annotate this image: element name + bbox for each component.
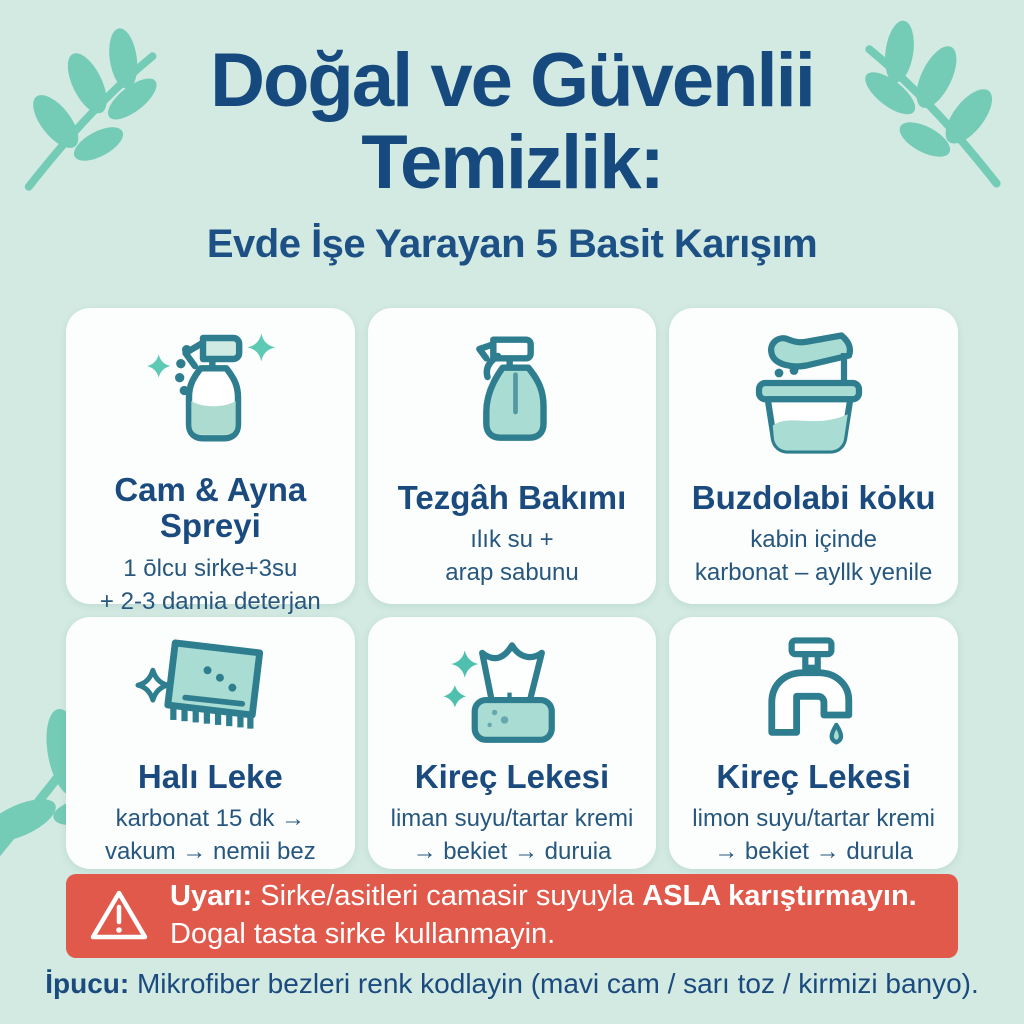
baking-soda-tub-scoop-icon [739, 324, 889, 472]
warning-triangle-icon [88, 888, 150, 944]
warning-text [170, 878, 917, 953]
card-line: limon suyu/tartar kremi [692, 805, 936, 833]
card-hali-leke [66, 617, 355, 869]
card-title: Kireç Lekesi [414, 758, 610, 795]
recipe-card-grid [66, 308, 958, 869]
page-title-line1: Doğal ve Güvenlii [210, 38, 814, 123]
warning-banner [66, 874, 958, 958]
card-line: vakum → nemii bez [104, 838, 316, 866]
card-title: Halı Leke [137, 758, 283, 795]
card-line: arap sabunu [445, 559, 579, 587]
card-title: Tezgâh Bakımı [397, 479, 627, 516]
page-title-line2: Temizlik: [361, 120, 663, 206]
spray-bottle-icon [442, 324, 582, 472]
card-kirec-lekesi-2 [669, 617, 958, 869]
card-line: 1 ōlcu sirke+3su [123, 554, 298, 582]
card-line: ılık su + [470, 526, 554, 554]
card-tezgah-bakimi [368, 308, 657, 604]
card-line: → bekiet → durula [714, 838, 914, 866]
page-subtitle: Evde İşe Yarayan 5 Basit Karışım [206, 222, 818, 267]
card-buzdolabi-koku [669, 308, 958, 604]
card-title: Kireç Lekesi [716, 758, 911, 795]
card-line: karbonat – ayllk yenile [694, 559, 933, 587]
warning-body: Sirke/asitleri camasir suyuyla [252, 880, 643, 913]
card-title: Cam & Ayna Spreyi [114, 471, 307, 545]
spray-bottle-sparkles-icon [140, 324, 280, 464]
card-line: kabin içinde [750, 526, 878, 554]
warning-line2: Dogal tasta sirke kullanmayin. [170, 918, 556, 950]
carpet-fringe-icon [135, 633, 285, 751]
card-kirec-lekesi-1 [368, 617, 657, 869]
faucet-drip-icon [739, 633, 889, 751]
tip-line [0, 968, 1024, 1000]
tip-label: İpucu: [45, 968, 130, 999]
tip-text: Mikrofiber bezleri renk kodlayin (mavi cam / sarı toz / kirmizi banyo). [129, 968, 979, 999]
card-title: Buzdolabi kȯku [691, 479, 936, 516]
wipes-box-icon [437, 633, 587, 751]
card-cam-ayna-spreyi [66, 308, 355, 615]
card-line: → bekiet → duruia [412, 838, 612, 866]
card-line: karbonat 15 dk → [115, 805, 306, 833]
card-line: liman suyu/tartar kremi [390, 805, 634, 833]
warning-label: Uyarı: [170, 880, 253, 913]
card-line: + 2-3 damia deterjan [99, 587, 321, 615]
warning-emphasis: ASLA karıştırmayın. [642, 880, 917, 913]
header [0, 40, 1024, 267]
